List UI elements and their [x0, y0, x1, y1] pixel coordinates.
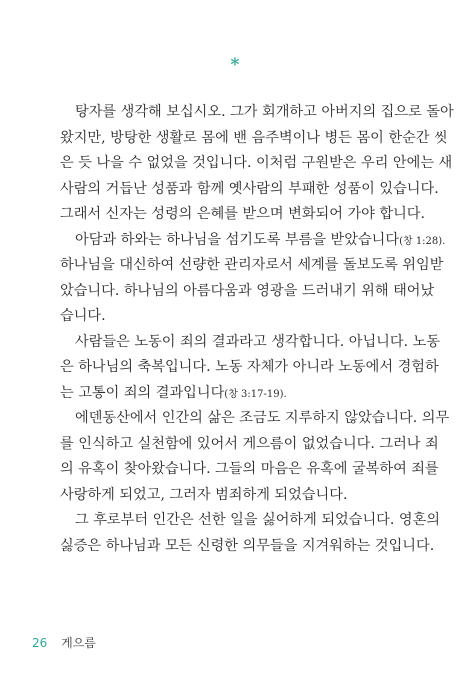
running-title: 게으름: [61, 636, 96, 650]
text-line: 사람의 거듭난 성품과 함께 옛사람의 부패한 성품이 있습니다.: [60, 180, 439, 197]
text-line: 의 유혹이 찾아왔습니다. 그들의 마음은 유혹에 굴복하여 죄를: [60, 461, 439, 477]
text-line: [60, 228, 446, 254]
scripture-citation: (창 1:28).: [399, 235, 446, 247]
text-line: 를 인식하고 실천함에 있어서 게으름이 없었습니다. 그러나 죄: [60, 435, 439, 452]
text-span: 아담과 하와는 하나님을 섬기도록 부름을 받았습니다: [75, 231, 400, 248]
text-line: 하나님을 대신하여 선량한 관리자로서 세계를 돌보도록 위임받: [60, 257, 444, 273]
text-line: 은 듯 나을 수 없었을 것입니다. 이처럼 구원받은 우리 안에는 새: [60, 155, 453, 171]
text-line: 사람들은 노동이 죄의 결과라고 생각합니다. 아닙니다. 노동: [75, 333, 441, 350]
text-line: 싫증은 하나님과 모든 신령한 의무들을 지겨워하는 것입니다.: [60, 537, 435, 554]
text-line: [60, 381, 396, 407]
text-line: 에덴동산에서 인간의 삶은 조금도 지루하지 않았습니다. 의무: [75, 410, 450, 426]
text-line: 그 후로부터 인간은 선한 일을 싫어하게 되었습니다. 영혼의: [75, 512, 441, 528]
text-line: 탕자를 생각해 보십시오. 그가 회개하고 아버지의 집으로 돌아: [75, 104, 454, 120]
text-line: 았습니다. 하나님의 아름다움과 영광을 드러내기 위해 태어났: [60, 282, 435, 299]
text-span: 는 고통이 죄의 결과입니다: [60, 384, 225, 401]
text-line: 왔지만, 방탕한 생활로 몸에 밴 음주벽이나 병든 몸이 한순간 씻: [60, 129, 448, 146]
text-line: 습니다.: [60, 308, 106, 324]
scripture-citation: (창 3:17-19).: [224, 388, 287, 400]
section-ornament: *: [230, 55, 240, 75]
text-line: 은 하나님의 축복입니다. 노동 자체가 아니라 노동에서 경험하: [60, 359, 439, 375]
page-footer: [32, 634, 96, 651]
text-line: 그래서 신자는 성령의 은혜를 받으며 변화되어 가야 합니다.: [60, 206, 426, 222]
page-number: 26: [32, 636, 48, 650]
text-line: 사랑하게 되었고, 그러자 범죄하게 되었습니다.: [60, 486, 348, 503]
page-body: [60, 100, 454, 559]
